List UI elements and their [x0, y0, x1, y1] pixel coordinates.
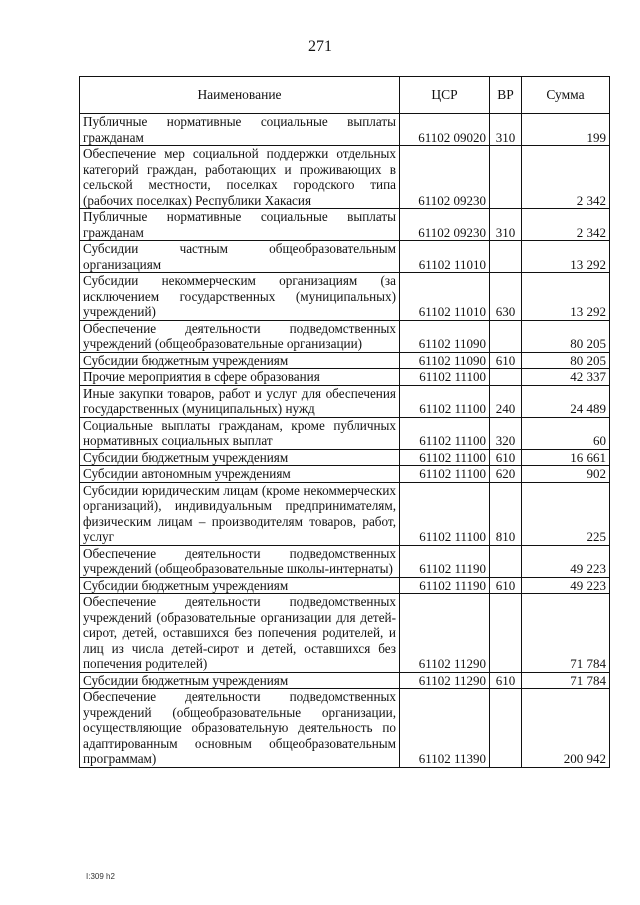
- row-vr-cell: 610: [490, 577, 522, 594]
- footer-code: I:309 h2: [86, 872, 115, 881]
- row-csr-cell: 61102 11010: [400, 241, 490, 273]
- row-csr-cell: 61102 11100: [400, 417, 490, 449]
- row-sum-cell: 13 292: [522, 241, 610, 273]
- row-name-cell: Иные закупки товаров, работ и услуг для обеспечения государственных (муниципальных) нужд: [80, 385, 400, 417]
- header-csr: ЦСР: [400, 77, 490, 114]
- table-row: [80, 385, 610, 417]
- table-row: [80, 482, 610, 545]
- table-row: [80, 209, 610, 241]
- row-vr-cell: 630: [490, 273, 522, 321]
- row-name-cell: Прочие мероприятия в сфере образования: [80, 369, 400, 386]
- row-vr-cell: 620: [490, 466, 522, 483]
- row-sum-cell: 60: [522, 417, 610, 449]
- table-header-row: [80, 77, 610, 114]
- row-name-cell: Социальные выплаты гражданам, кроме публичных нормативных социальных выплат: [80, 417, 400, 449]
- row-name-cell: Субсидии бюджетным учреждениям: [80, 577, 400, 594]
- table-row: [80, 114, 610, 146]
- row-csr-cell: 61102 11390: [400, 689, 490, 768]
- row-vr-cell: 240: [490, 385, 522, 417]
- table-row: [80, 369, 610, 386]
- row-name-cell: Публичные нормативные социальные выплаты гражданам: [80, 209, 400, 241]
- row-sum-cell: 24 489: [522, 385, 610, 417]
- header-name: Наименование: [80, 77, 400, 114]
- header-sum: Сумма: [522, 77, 610, 114]
- row-vr-cell: 610: [490, 352, 522, 369]
- table-row: [80, 466, 610, 483]
- row-vr-cell: 810: [490, 482, 522, 545]
- row-csr-cell: 61102 11100: [400, 466, 490, 483]
- row-name-cell: Обеспечение деятельности подведомственных учреждений (общеобразовательные школы-интернаты): [80, 545, 400, 577]
- row-vr-cell: 310: [490, 114, 522, 146]
- row-sum-cell: 71 784: [522, 672, 610, 689]
- budget-table: [79, 76, 610, 768]
- table-row: [80, 449, 610, 466]
- row-name-cell: Обеспечение деятельности подведомственных учреждений (общеобразовательные организации, осуществляющие образовательную деятельность по адаптированным основным общеобразовательным программам): [80, 689, 400, 768]
- table-row: [80, 417, 610, 449]
- row-csr-cell: 61102 11190: [400, 577, 490, 594]
- row-name-cell: Субсидии юридическим лицам (кроме некоммерческих организаций), индивидуальным предпринимателям, физическим лицам – производителям товаров, работ, услуг: [80, 482, 400, 545]
- row-vr-cell: [490, 369, 522, 386]
- row-csr-cell: 61102 11010: [400, 273, 490, 321]
- row-csr-cell: 61102 11100: [400, 385, 490, 417]
- row-sum-cell: 16 661: [522, 449, 610, 466]
- row-sum-cell: 49 223: [522, 545, 610, 577]
- row-csr-cell: 61102 09230: [400, 209, 490, 241]
- header-vr: ВР: [490, 77, 522, 114]
- row-csr-cell: 61102 11290: [400, 672, 490, 689]
- table-row: [80, 241, 610, 273]
- page-number: 271: [308, 38, 332, 55]
- row-vr-cell: 310: [490, 209, 522, 241]
- row-csr-cell: 61102 11100: [400, 369, 490, 386]
- row-name-cell: Публичные нормативные социальные выплаты гражданам: [80, 114, 400, 146]
- row-name-cell: Субсидии некоммерческим организациям (за исключением государственных (муниципальных) учреждений): [80, 273, 400, 321]
- row-sum-cell: 13 292: [522, 273, 610, 321]
- row-vr-cell: 320: [490, 417, 522, 449]
- row-csr-cell: 61102 11100: [400, 482, 490, 545]
- row-sum-cell: 2 342: [522, 146, 610, 209]
- table-row: [80, 273, 610, 321]
- row-vr-cell: [490, 689, 522, 768]
- row-vr-cell: 610: [490, 449, 522, 466]
- table-row: [80, 320, 610, 352]
- row-name-cell: Обеспечение деятельности подведомственных учреждений (образовательные организации для детей-сирот, детей, оставшихся без попечения родителей, и лиц из числа детей-сирот и детей, оставшихся без попечения родителей): [80, 594, 400, 673]
- table-row: [80, 146, 610, 209]
- row-name-cell: Субсидии бюджетным учреждениям: [80, 449, 400, 466]
- row-csr-cell: 61102 11190: [400, 545, 490, 577]
- row-csr-cell: 61102 11090: [400, 320, 490, 352]
- row-csr-cell: 61102 11090: [400, 352, 490, 369]
- row-sum-cell: 80 205: [522, 320, 610, 352]
- row-vr-cell: [490, 320, 522, 352]
- row-sum-cell: 199: [522, 114, 610, 146]
- table-row: [80, 577, 610, 594]
- row-csr-cell: 61102 11100: [400, 449, 490, 466]
- row-name-cell: Субсидии автономным учреждениям: [80, 466, 400, 483]
- row-sum-cell: 71 784: [522, 594, 610, 673]
- row-sum-cell: 80 205: [522, 352, 610, 369]
- row-csr-cell: 61102 09020: [400, 114, 490, 146]
- table-row: [80, 689, 610, 768]
- row-csr-cell: 61102 09230: [400, 146, 490, 209]
- row-name-cell: Субсидии частным общеобразовательным организациям: [80, 241, 400, 273]
- table-row: [80, 594, 610, 673]
- row-vr-cell: [490, 146, 522, 209]
- row-vr-cell: 610: [490, 672, 522, 689]
- row-sum-cell: 902: [522, 466, 610, 483]
- row-sum-cell: 49 223: [522, 577, 610, 594]
- row-sum-cell: 225: [522, 482, 610, 545]
- row-vr-cell: [490, 594, 522, 673]
- row-vr-cell: [490, 545, 522, 577]
- row-name-cell: Субсидии бюджетным учреждениям: [80, 352, 400, 369]
- row-sum-cell: 42 337: [522, 369, 610, 386]
- row-csr-cell: 61102 11290: [400, 594, 490, 673]
- row-sum-cell: 200 942: [522, 689, 610, 768]
- row-sum-cell: 2 342: [522, 209, 610, 241]
- row-vr-cell: [490, 241, 522, 273]
- table-body: [80, 114, 610, 768]
- table-row: [80, 672, 610, 689]
- row-name-cell: Субсидии бюджетным учреждениям: [80, 672, 400, 689]
- table-row: [80, 545, 610, 577]
- row-name-cell: Обеспечение мер социальной поддержки отдельных категорий граждан, работающих и проживающих в сельской местности, поселках городского типа (рабочих поселках) Республики Хакасия: [80, 146, 400, 209]
- row-name-cell: Обеспечение деятельности подведомственных учреждений (общеобразовательные организации): [80, 320, 400, 352]
- table-row: [80, 352, 610, 369]
